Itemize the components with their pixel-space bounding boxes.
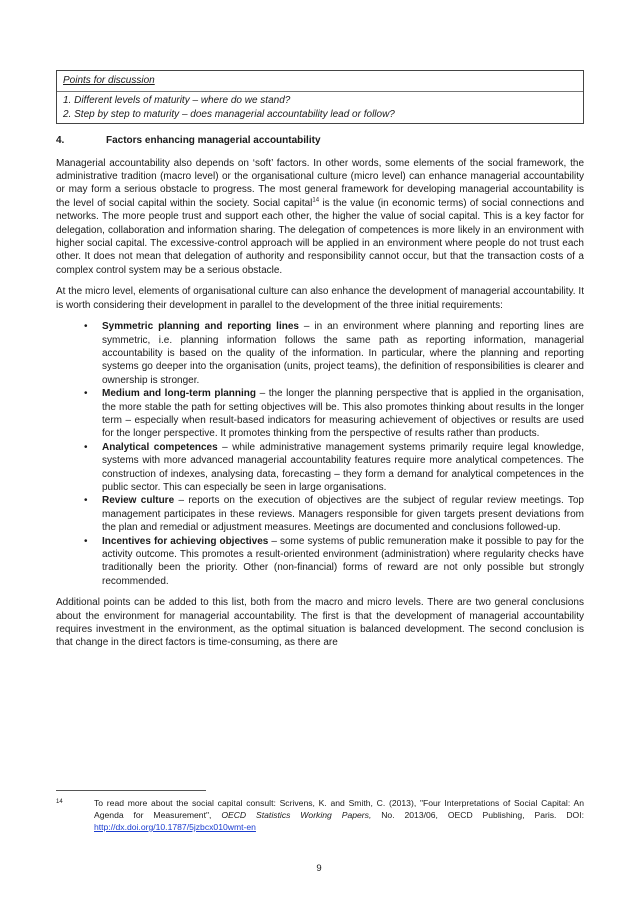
paragraph-micro-level: At the micro level, elements of organisational culture can also enhance the development of managerial accountability. It is worth considering their development in parallel to the development of the three initial requirements:	[56, 286, 584, 311]
list-item-title: Medium and long-term planning	[102, 388, 257, 400]
footnote-separator	[56, 790, 206, 791]
list-item-title: Review culture	[102, 495, 175, 507]
bullet-icon: •	[84, 388, 88, 400]
discussion-box	[56, 70, 584, 124]
section-number: 4.	[56, 135, 65, 147]
factor-list	[56, 320, 584, 588]
list-item	[84, 320, 584, 387]
footnote-number: 14	[56, 799, 63, 805]
bullet-icon: •	[84, 441, 88, 453]
paragraph-conclusions: Additional points can be added to this list, both from the macro and micro levels. There are two general conclusions about the environment for managerial accountability. The first is that the development of managerial accountability requires investment in the environment, as the optimal situation is balanced development. The second conclusion is that change in the direct factors is time-consuming, as there are	[56, 597, 584, 649]
footnote	[56, 797, 584, 833]
footnote-text-part: No. 2013/06, OECD Publishing, Paris. DOI:	[371, 810, 584, 820]
footnote-text	[94, 797, 584, 833]
list-item-text: – while administrative management systems primarily require legal knowledge, systems with more advanced managerial accountability features require more analytical competences. The construction of indexes, analysing data, forecasting – they form a demand for analytical competences in the public sector. This can especially be seen in large organisations.	[102, 441, 584, 493]
section-heading	[56, 134, 584, 147]
list-item-title: Symmetric planning and reporting lines	[102, 321, 299, 333]
paragraph-text: Managerial accountability also depends on ‘soft’ factors. In other words, some elements of the social framework, the administrative tradition (macro level) or the organisational culture (micro level) can enhance managerial accountability or may form a serious obstacle to progress. The most general framework for developing managerial accountability is the level of social capital within the society. Social capital	[56, 157, 584, 209]
footnote-reference[interactable]: 14	[312, 197, 320, 204]
list-item-text: – reports on the execution of objectives are the subject of regular review meetings. Top management participates in these reviews. Managers responsible for given targets present deviations from the plan and remedial or adjustment measures. Meetings are documented and conclusions followed-up.	[102, 495, 584, 534]
list-item-text: – in an environment where planning and reporting lines are symmetric, i.e. planning information follows the same path as reporting information, managerial accountability is based on the quality of the information. In particular, where the planning and reporting systems go deeper into the organisation (units, project teams), the definition of responsibilities is clearer and ownership is stronger.	[102, 321, 584, 386]
list-item	[84, 494, 584, 534]
list-item	[84, 387, 584, 441]
discussion-box-title: Points for discussion	[63, 75, 155, 86]
list-item-text: – some systems of public remuneration make it possible to pay for the activity outcome. This promotes a result-oriented environment (administration) where regularity checks have traditionally been the priority. Other (non-financial) forms of reward are not only possible but strongly recommended.	[102, 535, 584, 587]
footnote-italic: OECD Statistics Working Papers,	[221, 810, 372, 820]
list-item-text: – the longer the planning perspective that is applied in the organisation, the more stable the path for setting objectives will be. This also promotes thinking about results in the longer term – especially when result-based indicators for measuring achievement of objectives or results are used for the longer perspective. It promotes thinking from the perspective of results rather than products.	[102, 388, 584, 440]
list-item	[84, 441, 584, 495]
page-content	[56, 70, 584, 658]
section-title: Factors enhancing managerial accountability	[106, 135, 321, 147]
bullet-icon: •	[84, 535, 88, 547]
discussion-item: 2. Step by step to maturity – does managerial accountability lead or follow?	[63, 108, 395, 120]
discussion-box-divider	[57, 91, 583, 92]
paragraph-text: is the value (in economic terms) of social connections and networks. The more people trust and support each other, the higher the value of social capital. This is a key factor for delegation, collaboration and information sharing. The delegation of competences is more likely in an environment with higher social capital. The excessive-control approach will be applied in an environment where people do not trust each other. It does not mean that delegation of authority and responsibility cannot occur, but that the transaction costs of a complex control system may be a serious obstacle.	[56, 197, 585, 276]
list-item-title: Analytical competences	[102, 441, 218, 453]
footnote-text-part: To read more about the social capital consult: Scrivens, K. and Smith, C. (2013), "Four Interpretations of Social Capital: An Agenda for Measurement",	[94, 798, 584, 820]
paragraph-social-capital	[56, 157, 584, 278]
discussion-item: 1. Different levels of maturity – where do we stand?	[63, 95, 291, 107]
doi-link[interactable]: http://dx.doi.org/10.1787/5jzbcx010wmt-en	[94, 822, 256, 832]
bullet-icon: •	[84, 495, 88, 507]
list-item-title: Incentives for achieving objectives	[102, 535, 269, 547]
bullet-icon: •	[84, 321, 88, 333]
list-item	[84, 535, 584, 589]
page-number: 9	[316, 863, 322, 874]
